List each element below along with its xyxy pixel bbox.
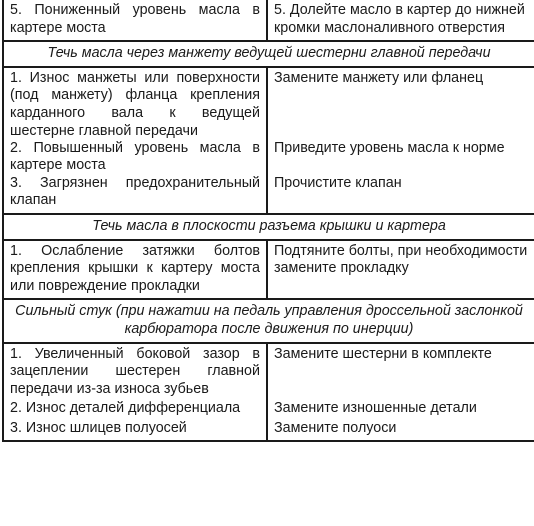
fix-cell [267, 0, 534, 41]
table-row [3, 0, 534, 41]
section-title: Течь масла в плоскости разъема крышки и картера [3, 214, 534, 240]
cause-cell [3, 67, 267, 214]
fix-item: 5. Долейте масло в картер до нижней кромки маслоналивного отверстия [274, 2, 525, 36]
table-row [3, 343, 534, 442]
cause-cell [3, 343, 267, 442]
section-header-row [3, 214, 534, 240]
cause-item: 3. Износ шлицев полуосей [10, 419, 187, 436]
fix-item: Прочистите клапан [274, 174, 402, 191]
cause-item: 1. Увеличенный боковой зазор в зацеплении шестерен главной передачи из-за износа зубьев [10, 345, 260, 397]
fix-cell [267, 343, 534, 442]
cause-item: 2. Повышенный уровень масла в картере моста [10, 139, 260, 174]
section-title: Сильный стук (при нажатии на педаль управления дроссельной заслонкой карбюратора после движения по инерции) [3, 299, 534, 342]
fix-item: Замените манжету или фланец [274, 69, 484, 86]
table-row [3, 67, 534, 214]
fix-item: Замените изношенные детали [274, 399, 477, 416]
fix-item: Замените шестерни в комплекте [274, 345, 492, 362]
fix-item: Подтяните болты, при необходимости замените прокладку [274, 242, 528, 277]
cause-item: 3. Загрязнен предохранительный клапан [10, 174, 260, 209]
section-header-row [3, 299, 534, 342]
section-header-row [3, 41, 534, 67]
fix-cell [267, 240, 534, 300]
table-row [3, 240, 534, 300]
cause-cell [3, 240, 267, 300]
cause-item: 5. Пониженный уровень масла в картере моста [10, 2, 260, 36]
cause-item: 1. Ослабление затяжки болтов крепления крышки к картеру моста или повреждение прокладки [10, 242, 260, 294]
cause-item: 2. Износ деталей дифференциала [10, 399, 241, 416]
fix-item: Замените полуоси [274, 419, 397, 436]
troubleshooting-table [2, 0, 534, 442]
fix-item: Приведите уровень масла к норме [274, 139, 505, 156]
cause-item: 1. Износ манжеты или поверхности (под манжету) фланца крепления карданного вала к ведущей шестерне главной передачи [10, 69, 260, 139]
fix-cell [267, 67, 534, 214]
cause-cell [3, 0, 267, 41]
section-title: Течь масла через манжету ведущей шестерни главной передачи [3, 41, 534, 67]
